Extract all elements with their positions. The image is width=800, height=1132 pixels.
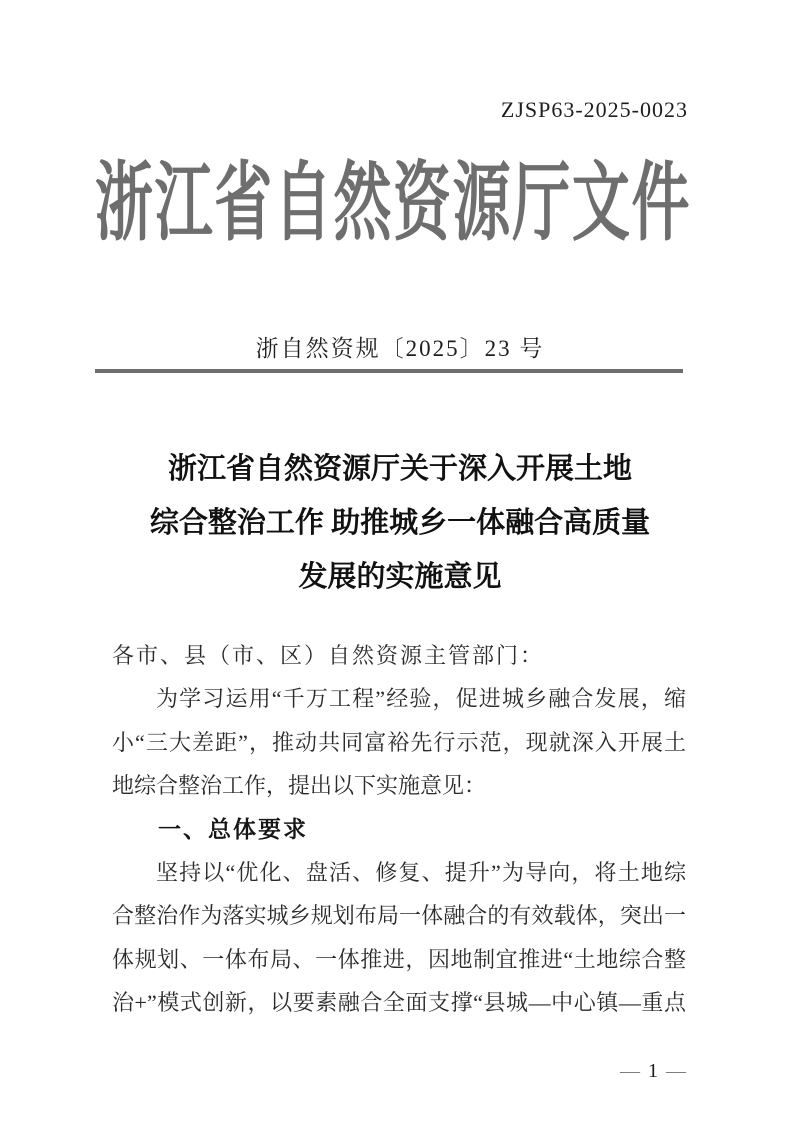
page-number-dash-right: — [666,1060,688,1082]
document-title-line-3: 发展的实施意见 [298,561,502,593]
document-body [112,634,686,1025]
paragraph-line: 地综合整治工作，提出以下实施意见： [112,773,487,799]
agency-masthead: 浙江省自然资源厅文件 [95,155,690,252]
document-title [90,442,710,604]
paragraph-line: 坚持以“优化、盘活、修复、提升”为导向，将土地综 [156,860,686,886]
page-number-dash-left: — [620,1060,642,1082]
page-number-value: 1 [648,1060,660,1082]
paragraph-line: 体规划、一体布局、一体推进，因地制宜推进“土地综合整 [112,946,686,972]
paragraph-line: 小“三大差距”，推动共同富裕先行示范，现就深入开展土 [112,729,686,755]
page-number [620,1060,688,1083]
doc-code: ZJSP63-2025-0023 [500,97,688,122]
doc-number: 浙自然资规〔2025〕23 号 [255,336,545,361]
document-title-line-2: 综合整治工作 助推城乡一体融合高质量 [149,507,651,539]
paragraph-line: 治+”模式创新，以要素融合全面支撑“县城—中心镇—重点 [112,990,686,1016]
section-heading: 一、总体要求 [158,815,308,842]
masthead-divider-line [95,369,683,373]
document-title-line-1: 浙江省自然资源厅关于深入开展土地 [167,453,632,485]
salutation-line: 各市、县（市、区）自然资源主管部门： [112,643,545,668]
paragraph-line: 合整治作为落实城乡规划布局一体融合的有效载体，突出一 [112,903,686,929]
paragraph-line: 为学习运用“千万工程”经验，促进城乡融合发展，缩 [156,686,686,712]
